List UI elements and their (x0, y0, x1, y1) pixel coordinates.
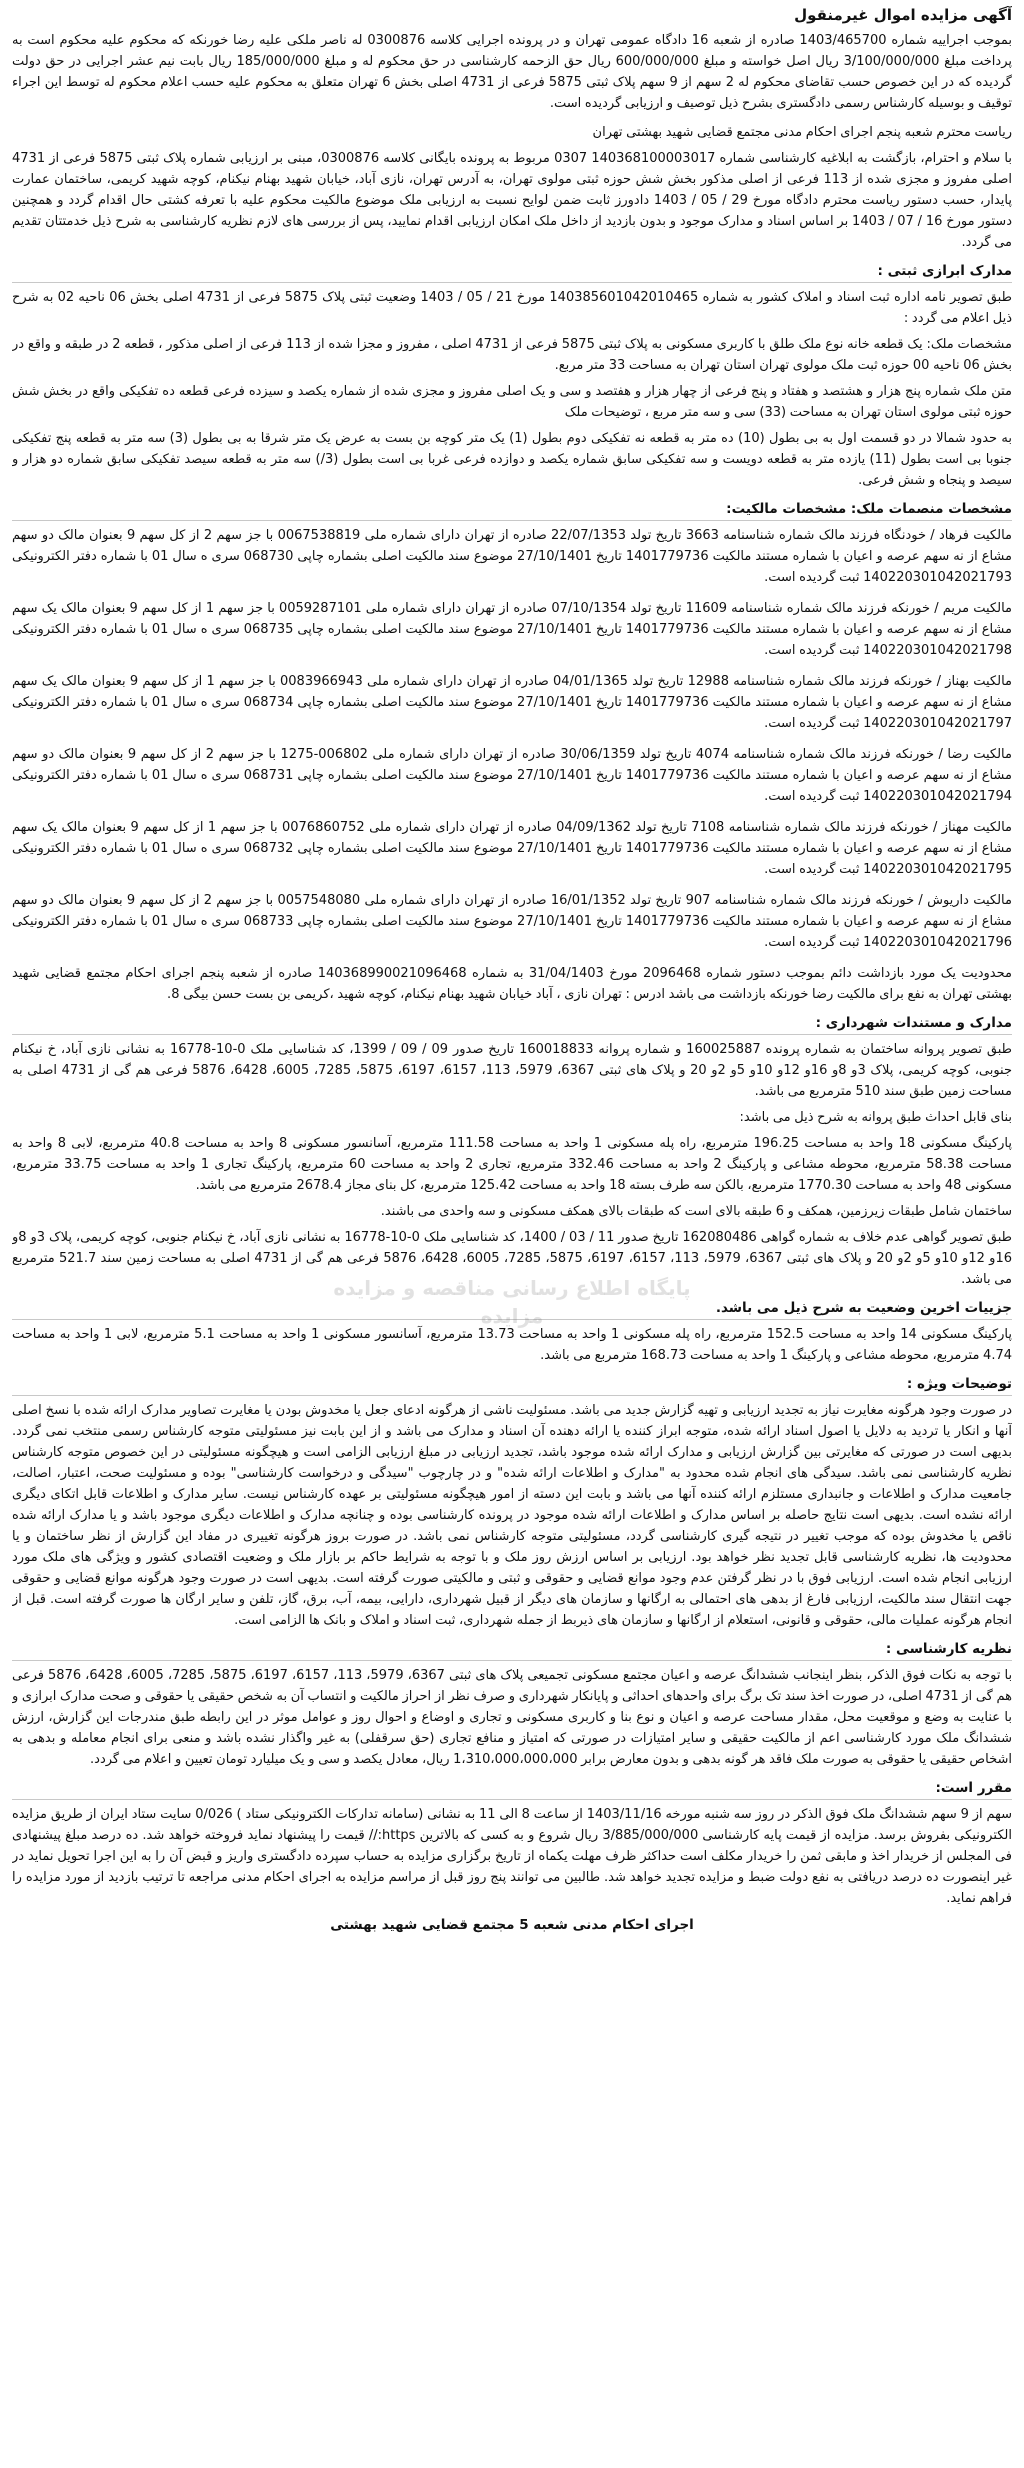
opinion-paragraph: با توجه به نکات فوق الذکر، بنظر اینجانب ششدانگ عرصه و اعیان مجتمع مسکونی تجمیعی پلاک های ثبتی 6367، 5979، 113، 6157، 6197، 5875، 7285، 6005، 6428، 5876 فرعی هم گی از 4731 اصلی، در صورت اخذ سند تک برگ برای واحدهای احداثی و پایانکار شهرداری و صرف نظر از احراز مالکیت و انتساب آن به شخص حقیقی یا حقوقی و صحت مدارک ابرازی و با عنایت به وضع و موقعیت محل، مقدار مساحت عرصه و اعیان و نوع بنا و کاربری مسکونی و تجاری و اوضاع و احوال روز و عوامل موثر در این رابطه طبق مندرجات این گزارش، ارزش ششدانگ ملک مورد کارشناسی اعم از مالکیت حقیقی و سایر امتیازات در صورتی که امتیاز و منافع تجاری (حق سرقفلی) به غیر واگذار نشده باشد و منعی برای انجام معامله و بدهی به اشخاص حقیقی یا حقوقی به صورت ملک فاقد هر گونه بدهی و بدون معارض برابر 1،310،000،000،000 ریال، معادل یکصد و سی و یک میلیارد تومان تعیین و اعلام می گردد. (12, 1668, 1012, 1767)
addressee-line: ریاست محترم شعبه پنجم اجرای احکام مدنی مجتمع قضایی شهید بهشتی تهران (592, 125, 1012, 140)
auction-heading: مقرر است: (12, 1780, 1012, 1800)
issuing-authority: اجرای احکام مدنی شعبه 5 مجتمع قضایی شهید بهشتی (330, 1917, 694, 1933)
property-text-paragraph: متن ملک شماره پنج هزار و هشتصد و هفتاد و پنج فرعی از چهار هزار و هفتصد و سی و یک اصلی مفروز و مجزی شده از شماره یکصد و سیزده فرعی قطعه ده تفکیکی واقع در بخش شش حوزه ثبتی مولوی استان تهران به مساحت (33) سی و سه متر مربع ، توضیحات ملک (12, 384, 1012, 420)
auction-notice-page (12, 6, 1012, 2456)
intro-paragraph: بموجب اجراییه شماره 1403/465700 صادره از شعبه 16 دادگاه عمومی تهران و در پرونده اجرایی کلاسه 0300876 له ناصر ملکی علیه رضا خورنکه که محکوم علیه محکوم است به پرداخت مبلغ 3/100/000/000 ریال اصل خواسته و مبلغ 600/000/000 ریال حق الزحمه کارشناسی در حق محکوم له و مبلغ 185/000/000 ریال بابت نیم عشر اجرایی در حق دولت گردیده که در این خصوص حسب تقاضای محکوم له 2 سهم از 9 سهم پلاک ثبتی 5875 فرعی از 4731 اصلی بخش 6 تهران متعلق به محکوم علیه حسب اعلام محکوم له توسط این اجراء توقیف و بوسیله کارشناس رسمی دادگستری بشرح ذیل توصیف و ارزیابی گردیده است. (12, 33, 1012, 111)
property-spec-paragraph: مشخصات ملک: یک قطعه خانه نوع ملک طلق با کاربری مسکونی به پلاک ثبتی 5875 فرعی از 4731 اصلی ، مفروز و مجزا شده از 113 فرعی از اصلی مذکور ، قطعه 2 در طبقه و واقع در بخش 06 ناحیه 00 حوزه ثبت ملک مولوی تهران استان تهران به مساحت 33 متر مربع. (12, 337, 1012, 373)
owner-entry: مالکیت بهناز / خورنکه فرزند مالک شماره شناسنامه 12988 تاریخ تولد 04/01/1365 صادره از تهران دارای شماره ملی 0083966943 با جز سهم 1 از کل سهم 9 بعنوان مالک یک سهم مشاع از نه سهم عرصه و اعیان با شماره مستند مالکیت 1401779736 تاریخ 27/10/1401 موضوع سند مالکیت اصلی بشماره چاپی 068734 سری ه سال 01 با شماره دفتر الکترونیکی 140220301042021797 ثبت گردیده است. (12, 674, 1012, 731)
completion-certificate-paragraph: طبق تصویر گواهی عدم خلاف به شماره گواهی 162080486 تاریخ صدور 11 / 03 / 1400، کد شناسایی ملک 0-10-16778 به نشانی نازی آباد، خ نیکنام جنوبی، کوچه کریمی، پلاک 3و 8و 16و 12و 10و 5و 2و 20 و پلاک های ثبتی 6367، 5979، 113، 6157، 6197، 5875، 7285، 6005، 6428، 5876 فرعی هم گی از 4731 اصلی به مساحت زمین سند 521.7 مترمربع می باشد. (12, 1230, 1012, 1287)
status-heading: جزییات اخرین وضعیت به شرح ذیل می باشد. (12, 1300, 1012, 1320)
owner-entry: مالکیت مهناز / خورنکه فرزند مالک شماره شناسنامه 7108 تاریخ تولد 04/09/1362 صادره از تهران دارای شماره ملی 0076860752 با جز سهم 1 از کل سهم 9 بعنوان مالک یک سهم مشاع از نه سهم عرصه و اعیان با شماره مستند مالکیت 1401779736 تاریخ 27/10/1401 موضوع سند مالکیت اصلی بشماره چاپی 068732 سری ه سال 01 با شماره دفتر الکترونیکی 140220301042021795 ثبت گردیده است. (12, 820, 1012, 877)
owners-heading: مشخصات منصمات ملک: مشخصات مالکیت: (12, 501, 1012, 521)
notes-heading: توضیحات ویژه : (12, 1376, 1012, 1396)
owner-entry: مالکیت مریم / خورنکه فرزند مالک شماره شناسنامه 11609 تاریخ تولد 07/10/1354 صادره از تهران دارای شماره ملی 0059287101 با جز سهم 1 از کل سهم 9 بعنوان مالک یک سهم مشاع از نه سهم عرصه و اعیان با شماره مستند مالکیت 1401779736 تاریخ 27/10/1401 موضوع سند مالکیت اصلی بشماره چاپی 068735 سری ه سال 01 با شماره دفتر الکترونیکی 140220301042021798 ثبت گردیده است. (12, 601, 1012, 658)
owner-entry: مالکیت رضا / خورنکه فرزند مالک شماره شناسنامه 4074 تاریخ تولد 30/06/1359 صادره از تهران دارای شماره ملی 006802-1275 با جز سهم 2 از کل سهم 9 بعنوان مالک دو سهم مشاع از نه سهم عرصه و اعیان با شماره مستند مالکیت 1401779736 تاریخ 27/10/1401 موضوع سند مالکیت اصلی بشماره چاپی 068731 سری ه سال 01 با شماره دفتر الکترونیکی 140220301042021794 ثبت گردیده است. (12, 747, 1012, 804)
greeting-paragraph: با سلام و احترام، بازگشت به ابلاغیه کارشناسی شماره 140368100003017 0307 مربوط به پرونده بایگانی کلاسه 0300876، مبنی بر ارزیابی شماره پلاک ثبتی 5875 فرعی از 4731 اصلی مفروز و مجزی شده از 113 فرعی از اصلی مذکور بخش شش حوزه ثبتی مولوی تهران، به آدرس تهران، نازی آباد، خیابان شهید بهنام نیکنام، کوچه شهید کریمی، ساختمان عمارت پایدار، حسب دستور ریاست محترم دادگاه مورخ 29 / 05 / 1403 دادورز ثابت ضمن لوایح نسبت به ارزیابی ملک موضوع مالکیت محکوم علیه با تعرفه کشتی حال اقدام گردد و همچنین دستور مورخ 16 / 07 / 1403 بر اساس اسناد و مدارک موجود و بدون بازدید از داخل ملک امکان ارزیابی اقدام نمایید، پس از بررسی های لازم نظریه کارشناسی به شرح ذیل خدمتتان تقدیم می گردد. (12, 151, 1012, 250)
owner-entry: مالکیت فرهاد / خودنگاه فرزند مالک شماره شناسنامه 3663 تاریخ تولد 22/07/1353 صادره از تهران دارای شماره ملی 0067538819 با جز سهم 2 از کل سهم 9 بعنوان مالک دو سهم مشاع از نه سهم عرصه و اعیان با شماره مستند مالکیت 1401779736 تاریخ 27/10/1401 موضوع سند مالکیت اصلی بشماره چاپی 068730 سری ه سال 01 با شماره دفتر الکترونیکی 140220301042021793 ثبت گردیده است. (12, 528, 1012, 585)
registry-heading: مدارک ابرازی ثبتی : (12, 263, 1012, 283)
property-bounds-paragraph: به حدود شمالا در دو قسمت اول به بی بطول (10) ده متر به قطعه نه تفکیکی دوم بطول (1) یک متر کوچه بن بست به عرض یک متر شرقا به بی بطول (3) سه متر به قطعه پنج تفکیکی جنوبا بی است بطول (11) یازده متر به قطعه دویست و سه تفکیکی سابق شماره یکصد و دوازده فرعی غربا بی است بطول (3/) سه متر به قطعه سیصد تفکیکی سابق شماره دو هزار و سیصد و پنجاه و شش فرعی. (12, 431, 1012, 488)
seizure-paragraph: محدودیت یک مورد بازداشت دائم بموجب دستور شماره 2096468 مورخ 31/04/1403 به شماره 140368990021096468 صادره از شعبه پنجم اجرای احکام مجتمع قضایی شهید بهشتی تهران به نفع برای مالکیت رضا خورنکه بازداشت می باشد ادرس : تهران نازی ، آباد خیابان شهید بهنام نیکنام، کوچه شهید ،کریمی بن بست حسن بیگی 8. (12, 966, 1012, 1002)
municipal-heading: مدارک و مستندات شهرداری : (12, 1015, 1012, 1035)
notice-title: آگهی مزایده اموال غیرمنقول (794, 6, 1012, 24)
watermark-line: مزایده (480, 1304, 544, 1328)
status-paragraph: پارکینگ مسکونی 14 واحد به مساحت 152.5 مترمربع، راه پله مسکونی 1 واحد به مساحت 13.73 مترمربع، آسانسور مسکونی 1 واحد به مساحت 5.1 مترمربع، لابی 1 واحد به مساحت 4.74 مترمربع، محوطه مشاعی و پارکینگ 1 واحد به مساحت 168.73 مترمربع می باشد. (12, 1327, 1012, 1363)
notes-paragraph: در صورت وجود هرگونه مغایرت نیاز به تجدید ارزیابی و تهیه گزارش جدید می باشد. مسئولیت ناشی از هرگونه ادعای جعل یا مخدوش بودن یا مغایرت تصاویر مدارک ارائه شده با نسخ اصلی آنها و انکار یا تردید به دلایل یا اصول اسناد ارائه شده، متوجه ابراز کننده یا ارائه دهنده آن اسناد و مدارک می باشد و از این بابت نیز مسئولیتی متوجه کارشناس رسمی منتخب نمی گردد. بدیهی است در صورتی که مغایرتی بین گزارش ارزیابی و مدارک ارائه شده موجود باشد، تجدید ارزیابی در مبلغ ارزیابی الزامی است و هیچگونه مسئولیتی در این خصوص متوجه کارشناس نظریه کارشناسی نمی باشد. سیدگی های انجام شده محدود به "مدارک و اطلاعات ارائه شده" و در چارچوب "سیدگی و درخواست کارشناسی" بوده و مسئولیت صحت، اعتبار، اصالت، جامعیت مدارک و اطلاعات و جانبداری مستلزم ارائه کننده آنها می باشد و بابت این دسته از امور هیچگونه مسئولیتی بر عهده کارشناس نیست. سایر مدارک و اطلاعات قابل اتکای دیگری ارائه نشده است. بدیهی است نتایج حاصله بر اساس مدارک و اطلاعات ارائه شده موجود در پرونده کارشناسی بوده و چنانچه مدارک و اطلاعات دیگری موجود باشد و یا مدارک ارائه شده ناقص یا مخدوش بوده که موجب تغییر در نتیجه گیری کارشناسی گردد، مسئولیتی متوجه کارشناس نمی باشد. در صورت بروز هرگونه تغییری در مفاد این گزارش از نظر ساختمان و یا محدودیت ها، نظریه کارشناسی قابل تجدید نظر خواهد بود. ارزیابی بر اساس ارزش روز ملک و با توجه به شرایط حاکم بر بازار ملک و وضعیت اقتصادی کشور و ویژگی های ملک مورد ارزیابی انجام شده است. ارزیابی فوق با در نظر گرفتن عدم وجود موانع قضایی و حقوقی و ثبتی و مالکیتی صورت گرفته است. بدیهی است در صورت وجود هرگونه موانع قضایی و حقوقی جهت انتقال سند مالکیت، ارزیابی فارغ از بدهی های احتمالی به ارگانها و سازمان های دیگر از قبیل شهرداری، دارایی، بیمه، آب، برق، گاز، تلفن و سایر ارگان ها صورت گرفته است. قبل از انجام هرگونه عملیات مالی، حقوقی و قانونی، استعلام از ارگانها و سازمان های ذیربط از جمله شهرداری، ثبت اسناد و املاک و بانک ها الزامی است. (12, 1403, 1012, 1628)
watermark-line: پایگاه اطلاع رسانی مناقصه و مزایده (333, 1276, 691, 1300)
permit-paragraph: پارکینگ مسکونی 18 واحد به مساحت 196.25 مترمربع، راه پله مسکونی 1 واحد به مساحت 111.58 مترمربع، آسانسور مسکونی 8 واحد به مساحت 40.8 مترمربع، لابی 8 واحد به مساحت 58.38 مترمربع، محوطه مشاعی و پارکینگ 2 واحد به مساحت 332.46 مترمربع، تجاری 2 واحد به مساحت 60 مترمربع، پارکینگ تجاری 1 واحد به مساحت 33.75 مترمربع، مسکونی 48 واحد به مساحت 1770.30 مترمربع، بالکن سه طرف بسته 18 واحد به مساحت 125.42 مترمربع، کل بنای مجاز 2678.4 مترمربع می باشد. (12, 1136, 1012, 1193)
municipal-paragraph: طبق تصویر پروانه ساختمان به شماره پرونده 160025887 و شماره پروانه 160018833 تاریخ صدور 09 / 09 / 1399، کد شناسایی ملک 0-10-16778 به نشانی نازی آباد، خ نیکنام جنوبی، کوچه کریمی، پلاک 3و 8و 16و 12و 10و 5و 2و 20 و پلاک های ثبتی 6367، 5979، 113، 6157، 6197، 5875، 7285، 6005، 6428، 5876 فرعی هم گی از 4731 اصلی به مساحت زمین طبق سند 510 مترمربع می باشد. (12, 1042, 1012, 1099)
auction-paragraph: سهم از 9 سهم ششدانگ ملک فوق الذکر در روز سه شنبه مورخه 1403/11/16 از ساعت 8 الی 11 به نشانی (سامانه تدارکات الکترونیکی ستاد ) 0/026 سایت ستاد ایران از طریق مزایده الکترونیکی بفروش برسد. مزایده از قیمت پایه کارشناسی 3/885/000/000 ریال شروع و به کسی که بالاترین https:// قیمت را پیشنهاد نماید فروخته خواهد شد. ده درصد مبلغ پیشنهادی فی المجلس از خریدار اخذ و مابقی ثمن را خریدار مکلف است حداکثر ظرف مهلت یکماه از تاریخ برگزاری مزایده به حساب سپرده دادگستری واریز و قبض آن را به این اجرا تحویل نماید در غیر اینصورت ده درصد دریافتی به نفع دولت ضبط و مزایده تجدید خواهد شد. طالبین می توانند پنج روز قبل از مراسم مزایده به اجرای احکام مدنی مراجعه تا ترتیب بازدید از مورد مزایده را فراهم نماید. (12, 1807, 1012, 1906)
registry-paragraph: طبق تصویر نامه اداره ثبت اسناد و املاک کشور به شماره 140385601042010465 مورخ 21 / 05 / 1403 وضعیت ثبتی پلاک 5875 فرعی از 4731 اصلی بخش 06 ناحیه 02 به شرح ذیل اعلام می گردد : (12, 290, 1012, 326)
permit-intro: بنای قابل احداث طبق پروانه به شرح ذیل می باشد: (739, 1110, 1012, 1125)
floors-paragraph: ساختمان شامل طبقات زیرزمین، همکف و 6 طبقه بالای است که طبقات بالای همکف مسکونی و سه واحدی می باشند. (380, 1204, 1012, 1219)
owner-entry: مالکیت داریوش / خورنکه فرزند مالک شماره شناسنامه 907 تاریخ تولد 16/01/1352 صادره از تهران دارای شماره ملی 0057548080 با جز سهم 2 از کل سهم 9 بعنوان مالک دو سهم مشاع از نه سهم عرصه و اعیان با شماره مستند مالکیت 1401779736 تاریخ 27/10/1401 موضوع سند مالکیت اصلی بشماره چاپی 068733 سری ه سال 01 با شماره دفتر الکترونیکی 140220301042021796 ثبت گردیده است. (12, 893, 1012, 950)
opinion-heading: نظریه کارشناسی : (12, 1641, 1012, 1661)
